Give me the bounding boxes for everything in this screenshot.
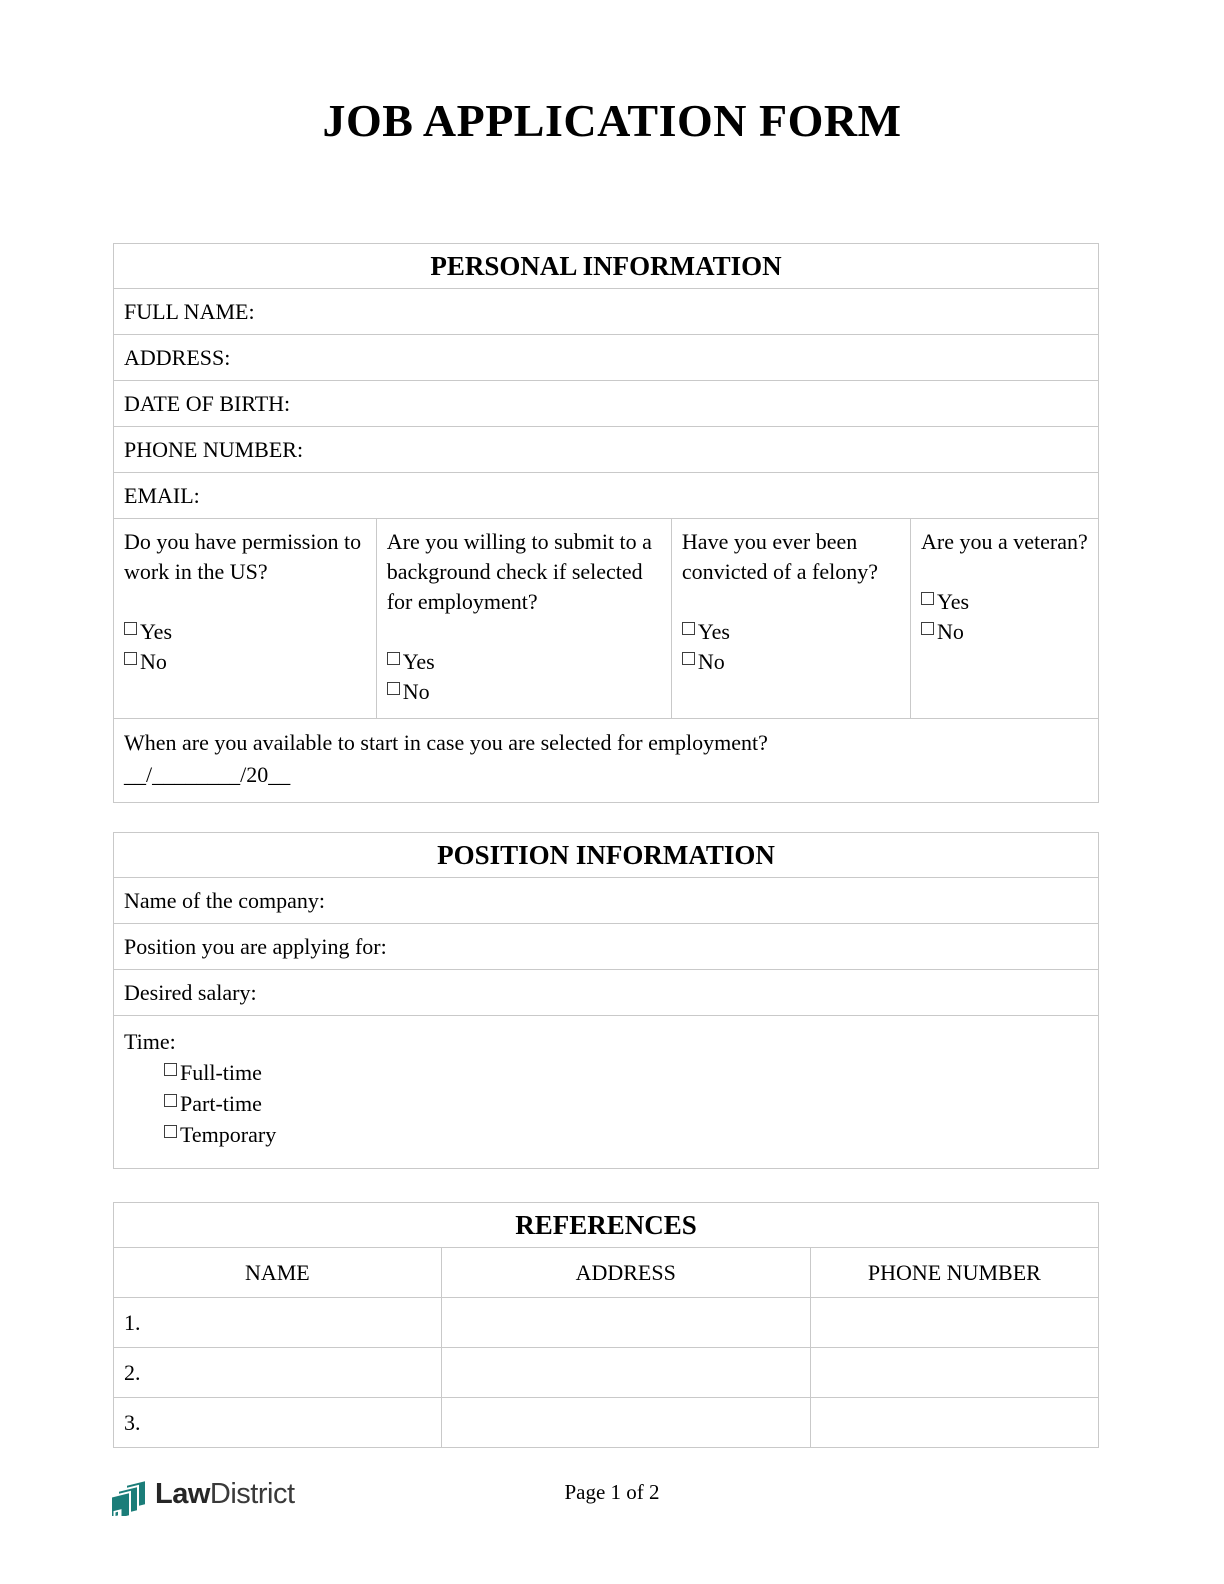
document-title: JOB APPLICATION FORM (322, 95, 902, 146)
reference-1-number: 1. (124, 1309, 141, 1335)
background-check-no-checkbox[interactable] (387, 682, 400, 695)
field-row-company-name (114, 877, 1098, 923)
reference-2-phone-cell[interactable] (810, 1348, 1098, 1397)
reference-3-address-cell[interactable] (441, 1398, 810, 1447)
logo-text-district: District (209, 1477, 295, 1510)
references-address-column-header: ADDRESS (441, 1248, 810, 1297)
availability-question: When are you available to start in case you are selected for employment? (124, 730, 768, 755)
availability-row (114, 718, 1098, 802)
reference-1-address-cell[interactable] (441, 1298, 810, 1347)
felony-yes-option: Yes (682, 617, 900, 647)
date-of-birth-input[interactable] (290, 381, 1098, 426)
references-name-column-header: NAME (244, 1259, 310, 1285)
field-row-desired-salary (114, 969, 1098, 1015)
work-permission-no-option: No (124, 647, 366, 677)
references-phone-column-header: PHONE NUMBER (810, 1248, 1098, 1297)
personal-information-section (113, 243, 1099, 803)
work-permission-yes-checkbox[interactable] (124, 622, 137, 635)
field-row-email (114, 472, 1098, 518)
background-check-yes-checkbox[interactable] (387, 652, 400, 665)
references-column-headers (114, 1247, 1098, 1297)
question-cell-veteran (910, 519, 1098, 718)
email-input[interactable] (200, 473, 1098, 518)
date-of-birth-label: DATE OF BIRTH: (124, 390, 291, 416)
felony-no-option: No (682, 647, 900, 677)
phone-number-label: PHONE NUMBER: (124, 436, 304, 462)
position-applied-input[interactable] (387, 924, 1098, 969)
part-time-checkbox[interactable] (164, 1094, 177, 1107)
time-label: Time: (124, 1029, 176, 1054)
reference-3-number: 3. (124, 1409, 141, 1435)
background-check-yes-option: Yes (387, 647, 661, 677)
background-check-question: Are you willing to submit to a background check if selected for employment? (386, 529, 652, 614)
question-cell-work-permission (114, 519, 376, 718)
address-label: ADDRESS: (124, 344, 231, 370)
temporary-option: Temporary (124, 1119, 1088, 1150)
reference-row-1 (114, 1297, 1098, 1347)
question-cell-background-check (376, 519, 671, 718)
veteran-yes-checkbox[interactable] (921, 592, 934, 605)
reference-3-name-cell[interactable] (114, 1398, 441, 1447)
felony-question: Have you ever been convicted of a felony? (681, 529, 878, 584)
part-time-option: Part-time (124, 1088, 1088, 1119)
company-name-input[interactable] (325, 878, 1098, 923)
reference-1-name-cell[interactable] (114, 1298, 441, 1347)
full-name-input[interactable] (255, 289, 1098, 334)
availability-answer-line[interactable]: __/________/20__ (124, 762, 291, 787)
company-name-label: Name of the company: (124, 887, 325, 913)
logo-text-law: Law (155, 1477, 210, 1510)
veteran-no-checkbox[interactable] (921, 622, 934, 635)
background-check-no-option: No (387, 677, 661, 707)
page-number: Page 1 of 2 (564, 1480, 660, 1504)
felony-no-checkbox[interactable] (682, 652, 695, 665)
reference-1-phone-cell[interactable] (810, 1298, 1098, 1347)
veteran-yes-option: Yes (921, 587, 1088, 617)
work-permission-yes-option: Yes (124, 617, 366, 647)
eligibility-questions-row (114, 518, 1098, 718)
position-information-section (113, 832, 1099, 1169)
full-time-option: Full-time (124, 1057, 1088, 1088)
reference-3-phone-cell[interactable] (810, 1398, 1098, 1447)
field-row-date-of-birth (114, 380, 1098, 426)
felony-yes-checkbox[interactable] (682, 622, 695, 635)
personal-information-header: PERSONAL INFORMATION (430, 250, 782, 281)
address-input[interactable] (230, 335, 1098, 380)
field-row-address (114, 334, 1098, 380)
position-information-header: POSITION INFORMATION (437, 839, 775, 870)
work-permission-question: Do you have permission to work in the US? (124, 529, 362, 584)
reference-2-number: 2. (124, 1359, 141, 1385)
full-name-label: FULL NAME: (124, 298, 255, 324)
references-header: REFERENCES (515, 1209, 697, 1240)
temporary-checkbox[interactable] (164, 1125, 177, 1138)
work-permission-no-checkbox[interactable] (124, 652, 137, 665)
field-row-full-name (114, 288, 1098, 334)
desired-salary-input[interactable] (257, 970, 1098, 1015)
time-row (114, 1015, 1098, 1168)
field-row-phone-number (114, 426, 1098, 472)
reference-row-2 (114, 1347, 1098, 1397)
references-section (113, 1202, 1099, 1448)
email-label: EMAIL: (124, 482, 200, 508)
field-row-position-applied (114, 923, 1098, 969)
reference-row-3 (114, 1397, 1098, 1447)
position-applied-label: Position you are applying for: (124, 933, 387, 959)
reference-2-name-cell[interactable] (114, 1348, 441, 1397)
reference-2-address-cell[interactable] (441, 1348, 810, 1397)
veteran-question: Are you a veteran? (921, 529, 1088, 554)
phone-number-input[interactable] (303, 427, 1098, 472)
veteran-no-option: No (921, 617, 1088, 647)
full-time-checkbox[interactable] (164, 1063, 177, 1076)
question-cell-felony (671, 519, 910, 718)
desired-salary-label: Desired salary: (124, 979, 257, 1005)
